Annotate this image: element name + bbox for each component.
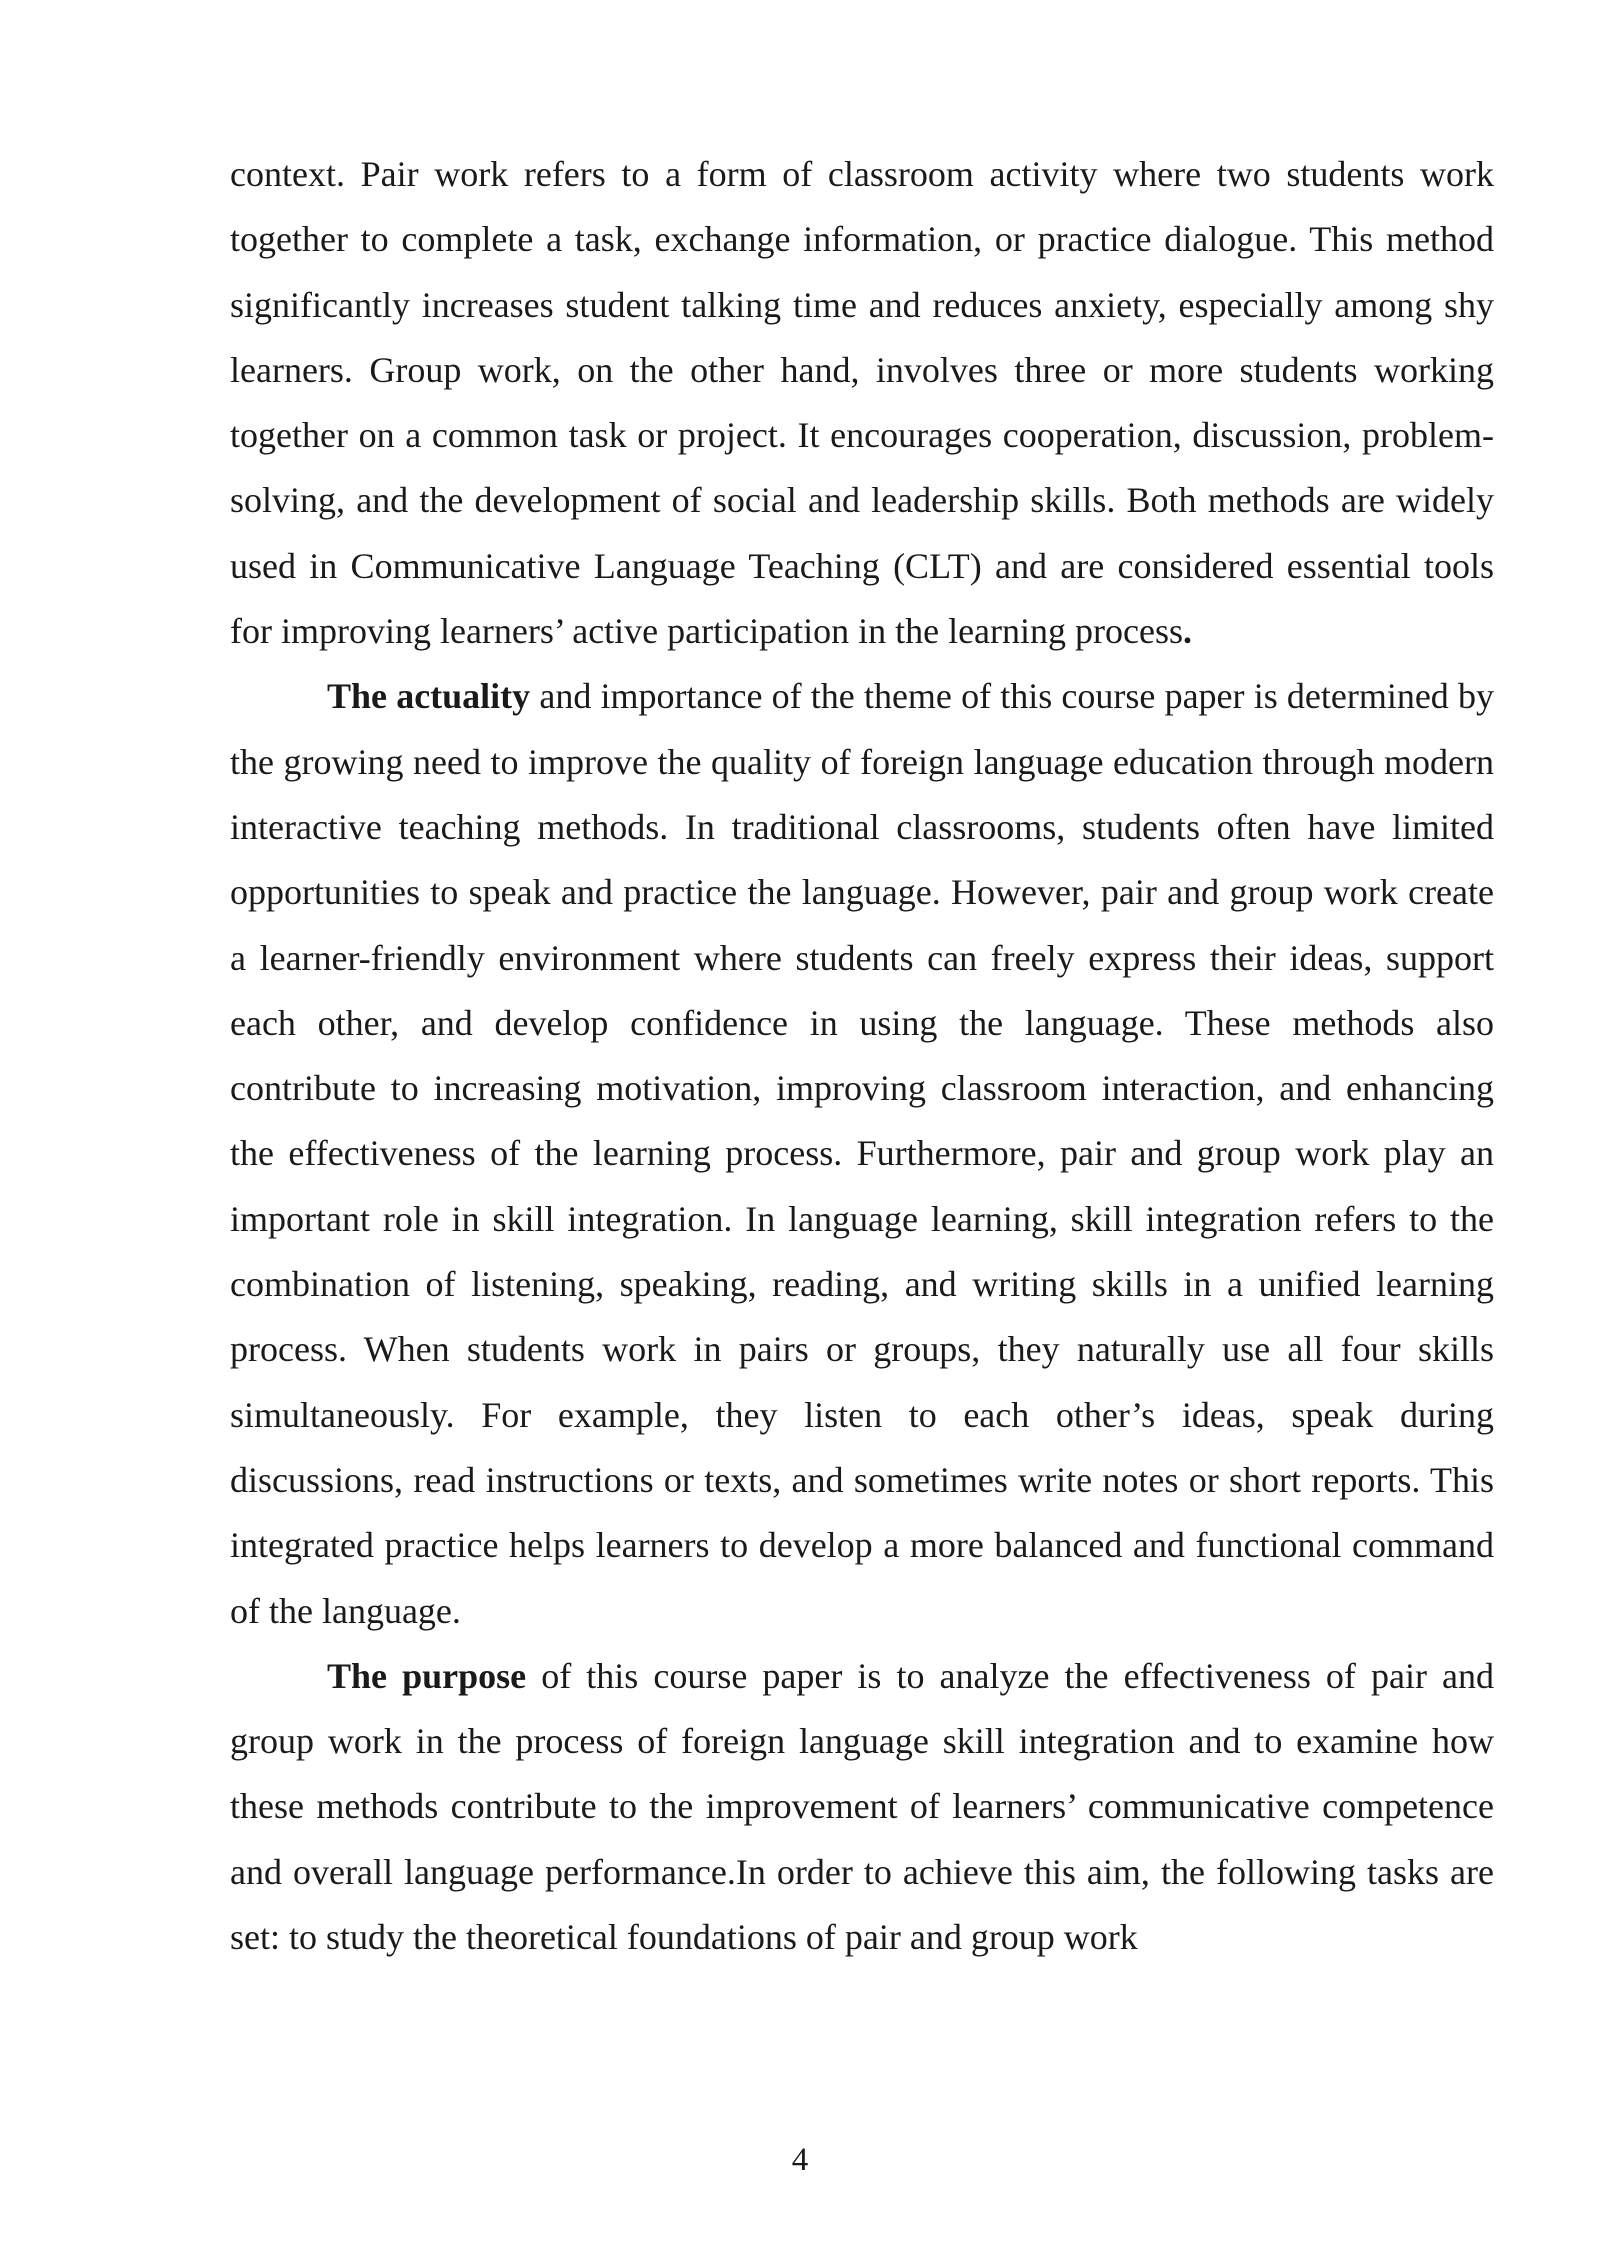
page-number: 4	[791, 2142, 809, 2178]
paragraph-purpose	[230, 1644, 1494, 1970]
paragraph-bold-period: .	[1182, 611, 1192, 652]
paragraph-actuality	[230, 664, 1494, 1643]
paragraph-text: context. Pair work refers to a form of classroom activity where two students work together to complete a task, exchange information, or practice dialogue. This method significantly increases student talking time and reduces anxiety, especially among shy learners. Group work, on the other hand, involves three or more students working together on a common task or project. It encourages cooperation, discussion, problem-solving, and the development of social and leadership skills. Both methods are widely used in Communicative Language Teaching (CLT) and are considered essential tools for improving learners’ active participation in the learning process	[230, 154, 1494, 652]
paragraph-pair-group-definition	[230, 142, 1494, 664]
document-page	[230, 142, 1494, 1970]
bold-lead-actuality: The actuality	[327, 676, 531, 717]
paragraph-text: and importance of the theme of this course paper is determined by the growing need to improve the quality of foreign language education through modern interactive teaching methods. In traditional classrooms, students often have limited opportunities to speak and practice the language. However, pair and group work create a learner-friendly environment where students can freely express their ideas, support each other, and develop confidence in using the language. These methods also contribute to increasing motivation, improving classroom interaction, and enhancing the effectiveness of the learning process. Furthermore, pair and group work play an important role in skill integration. In language learning, skill integration refers to the combination of listening, speaking, reading, and writing skills in a unified learning process. When students work in pairs or groups, they naturally use all four skills simultaneously. For example, they listen to each other’s ideas, speak during discussions, read instructions or texts, and sometimes write notes or short reports. This integrated practice helps learners to develop a more balanced and functional command of the language.	[230, 676, 1494, 1631]
paragraph-text: of this course paper is to analyze the effectiveness of pair and group work in the process of foreign language skill integration and to examine how these methods contribute to the improvement of learners’ communicative competence and overall language performance.In order to achieve this aim, the following tasks are set: to study the theoretical foundations of pair and group work	[230, 1655, 1494, 1958]
bold-lead-purpose: The purpose	[327, 1655, 527, 1696]
